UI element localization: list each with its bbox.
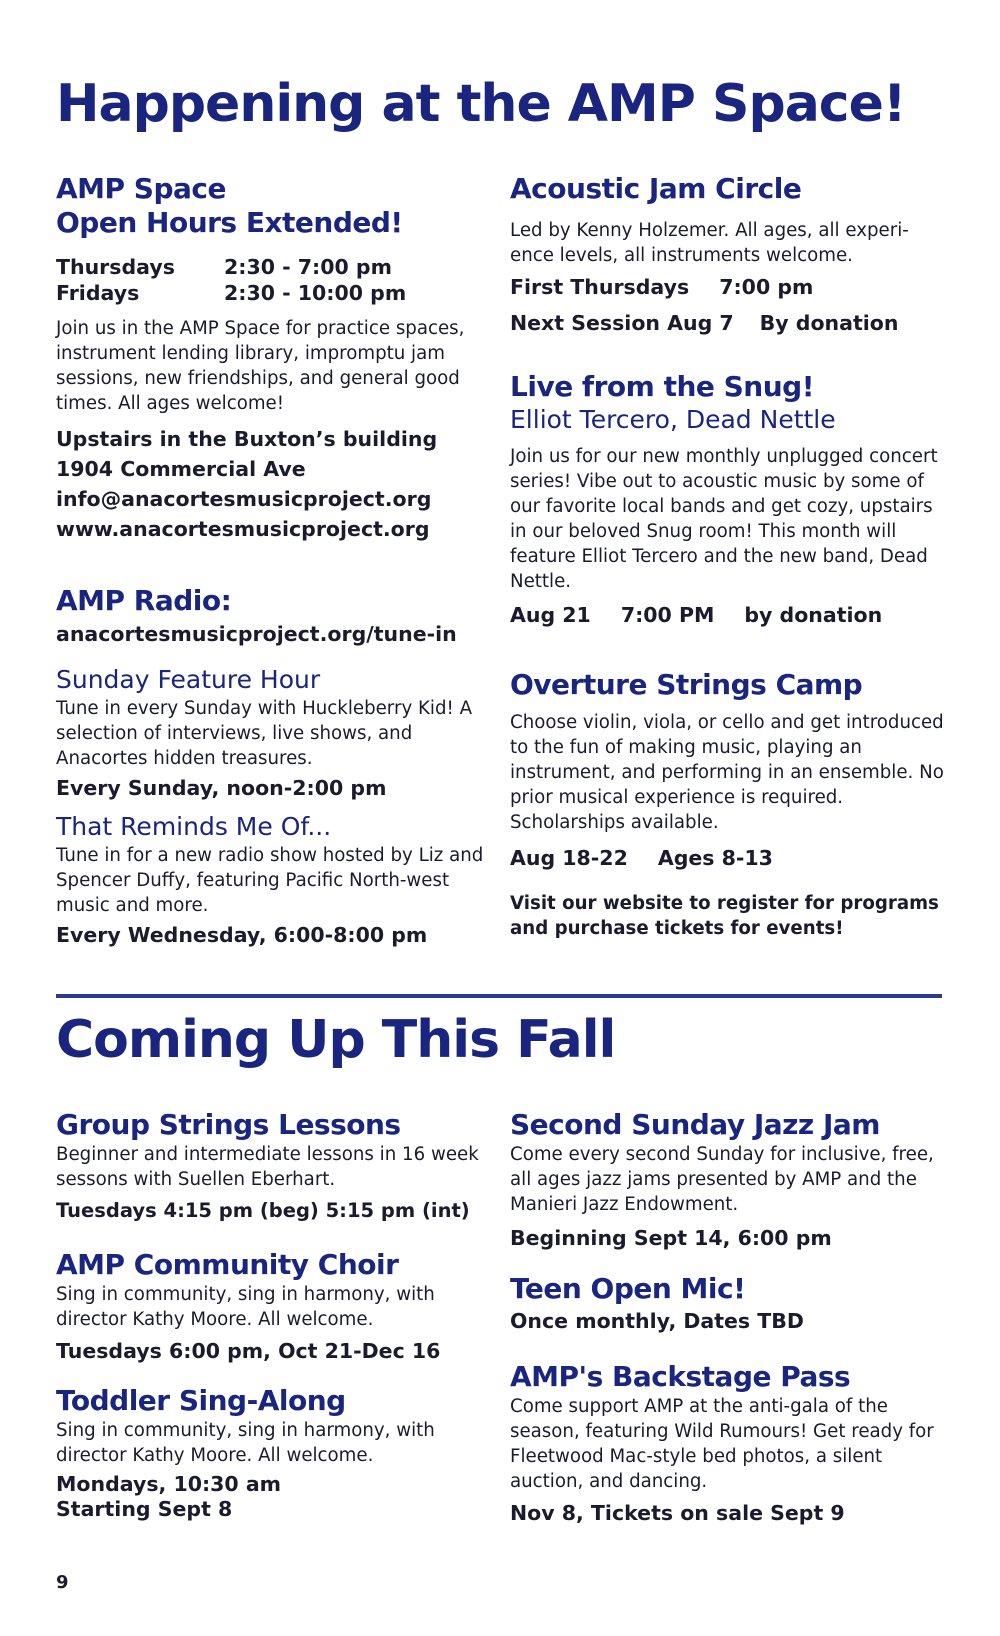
hours-day: Fridays	[56, 281, 140, 305]
strings-camp-date: Aug 18-22	[510, 846, 628, 870]
show1-description: Tune in every Sunday with Huckleberry Kid! A selection of interviews, live shows, and Anacortes hidden treasures.	[56, 698, 473, 769]
group-strings-time: Tuesdays 4:15 pm (beg) 5:15 pm (int)	[56, 1199, 470, 1222]
email-link[interactable]: info@anacortesmusicproject.org	[56, 487, 432, 511]
show2-title: That Reminds Me Of...	[56, 812, 332, 841]
snug-time: 7:00 PM	[620, 603, 715, 627]
jazz-description: Come every second Sunday for inclusive, free, all ages jazz jams presented by AMP and the Manieri Jazz Endowment.	[510, 1144, 934, 1215]
open-hours-description: Join us in the AMP Space for practice spaces, instrument lending library, impromptu jam sessions, new friendships, and general good times. All ages welcome!	[56, 318, 465, 414]
jam-when-time: 7:00 pm	[719, 275, 814, 299]
teen-time: Once monthly, Dates TBD	[510, 1309, 804, 1333]
jam-section	[510, 172, 944, 338]
jam-next-label: Next Session Aug 7	[510, 311, 734, 335]
strings-camp-title: Overture Strings Camp	[510, 668, 863, 701]
choir-description: Sing in community, sing in harmony, with director Kathy Moore. All welcome.	[56, 1284, 435, 1330]
jazz-section	[510, 1108, 944, 1253]
backstage-section	[510, 1360, 944, 1528]
teen-section	[510, 1272, 944, 1336]
section-divider	[56, 994, 942, 998]
strings-camp-ages: Ages 8-13	[657, 846, 773, 870]
snug-section	[510, 370, 944, 630]
snug-details-row	[510, 600, 944, 630]
backstage-description: Come support AMP at the anti-gala of the season, featuring Wild Rumours! Get ready for Fleetwood Mac-style bed photos, a silent auction, and dancing.	[510, 1396, 934, 1492]
jam-description: Led by Kenny Holzemer. All ages, all experi-ence levels, all instruments welcome.	[510, 220, 909, 266]
jam-when-label: First Thursdays	[510, 275, 690, 299]
open-hours-title-line2: Open Hours Extended!	[56, 206, 403, 239]
fall-section-title: Coming Up This Fall	[56, 1010, 616, 1070]
hours-day: Thursdays	[56, 255, 175, 279]
jazz-title: Second Sunday Jazz Jam	[510, 1108, 880, 1141]
show2-description: Tune in for a new radio show hosted by Liz and Spencer Duffy, featuring Pacific North-west music and more.	[56, 845, 484, 916]
strings-camp-description: Choose violin, viola, or cello and get introduced to the fun of making music, playing an instrument, and performing in an ensemble. No prior musical experience is required. Scholarships available.	[510, 712, 944, 833]
jam-next-price: By donation	[759, 311, 899, 335]
group-strings-description: Beginner and intermediate lessons in 16 week sessons with Suellen Eberhart.	[56, 1144, 479, 1190]
toddler-start: Starting Sept 8	[56, 1497, 233, 1521]
snug-subtitle: Elliot Tercero, Dead Nettle	[510, 405, 836, 434]
snug-date: Aug 21	[510, 603, 591, 627]
backstage-title: AMP's Backstage Pass	[510, 1360, 851, 1393]
jazz-time: Beginning Sept 14, 6:00 pm	[510, 1226, 832, 1250]
group-strings-section	[56, 1108, 488, 1226]
open-hours-section	[56, 172, 486, 544]
backstage-time: Nov 8, Tickets on sale Sept 9	[510, 1501, 845, 1525]
page-number: 9	[56, 1572, 69, 1593]
show2-time: Every Wednesday, 6:00-8:00 pm	[56, 923, 428, 947]
toddler-section	[56, 1384, 488, 1522]
page-title: Happening at the AMP Space!	[56, 74, 906, 134]
address-line2: 1904 Commercial Ave	[56, 457, 306, 481]
visit-website-note: Visit our website to register for programs and purchase tickets for events!	[510, 893, 939, 939]
radio-title: AMP Radio:	[56, 584, 232, 617]
choir-title: AMP Community Choir	[56, 1248, 399, 1281]
strings-camp-section	[510, 668, 944, 941]
address-line1: Upstairs in the Buxton’s building	[56, 427, 438, 451]
radio-section	[56, 584, 486, 950]
hours-row-thursday	[56, 254, 486, 280]
choir-section	[56, 1248, 488, 1366]
show1-title: Sunday Feature Hour	[56, 665, 321, 694]
hours-time: 2:30 - 7:00 pm	[224, 255, 392, 279]
choir-time: Tuesdays 6:00 pm, Oct 21-Dec 16	[56, 1339, 441, 1363]
group-strings-title: Group Strings Lessons	[56, 1108, 401, 1141]
website-link[interactable]: www.anacortesmusicproject.org	[56, 517, 430, 541]
show1-time: Every Sunday, noon-2:00 pm	[56, 776, 387, 800]
toddler-description: Sing in community, sing in harmony, with director Kathy Moore. All welcome.	[56, 1420, 435, 1466]
jam-next-row	[510, 308, 944, 338]
hours-row-friday	[56, 280, 486, 306]
radio-url-link[interactable]: anacortesmusicproject.org/tune-in	[56, 622, 457, 646]
snug-description: Join us for our new monthly unplugged concert series! Vibe out to acoustic music by some of our favorite local bands and get cozy, upstairs in our beloved Snug room! This month will feature Elliot Tercero and the new band, Dead Nettle.	[510, 446, 938, 592]
jam-when-row	[510, 272, 944, 302]
snug-price: by donation	[744, 603, 883, 627]
toddler-title: Toddler Sing-Along	[56, 1384, 346, 1417]
toddler-time: Mondays, 10:30 am	[56, 1472, 282, 1496]
jam-title: Acoustic Jam Circle	[510, 172, 802, 205]
open-hours-title-line1: AMP Space	[56, 172, 226, 205]
hours-time: 2:30 - 10:00 pm	[224, 281, 407, 305]
strings-camp-details-row	[510, 843, 944, 873]
snug-title: Live from the Snug!	[510, 370, 814, 403]
teen-title: Teen Open Mic!	[510, 1272, 746, 1305]
